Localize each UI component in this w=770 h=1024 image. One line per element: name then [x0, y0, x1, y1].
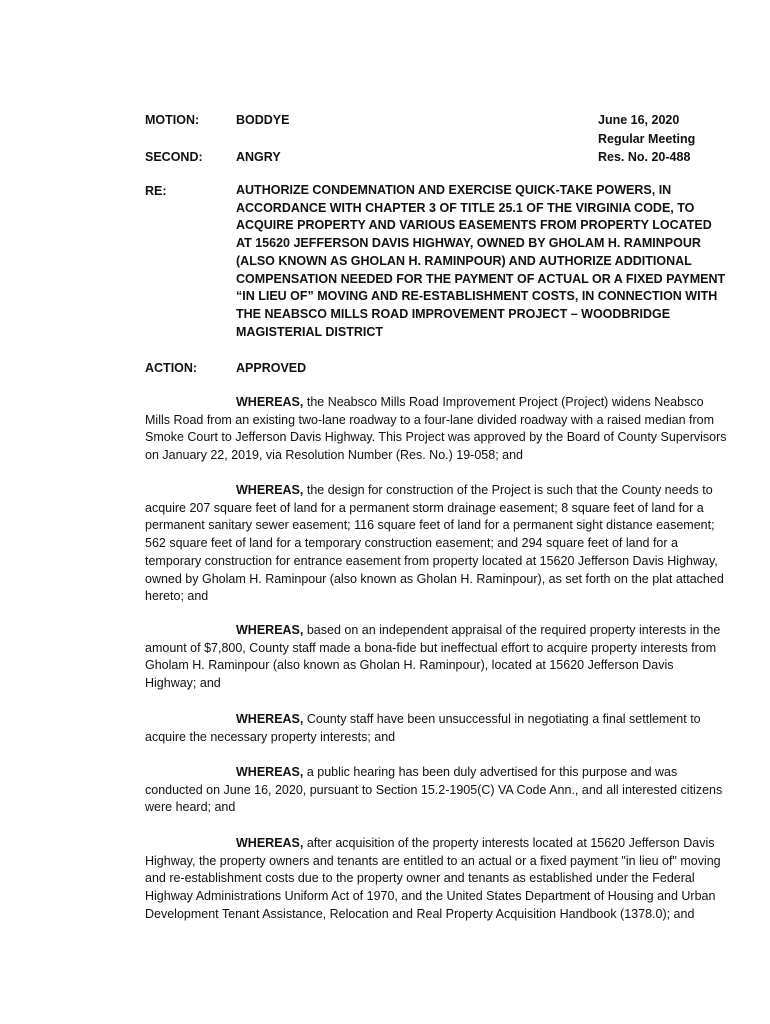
second-value: ANGRY — [236, 150, 281, 164]
whereas-paragraph — [145, 764, 728, 817]
whereas-lead: WHEREAS, — [236, 623, 304, 637]
paragraph-text: the Neabsco Mills Road Improvement Project (Project) widens Neabsco Mills Road from an existing two-lane roadway to a four-lane divided roadway with a raised median from Smoke Court to Jefferson Davis Highway. This Project was approved by the Board of County Supervisors on January 22, 2019, via Resolution Number (Res. No.) 19-058; and — [145, 395, 727, 463]
whereas-paragraph — [145, 394, 728, 465]
resolution-number: Res. No. 20-488 — [598, 150, 691, 164]
whereas-lead: WHEREAS, — [236, 836, 304, 850]
motion-label: MOTION: — [145, 113, 200, 127]
motion-value: BODDYE — [236, 113, 290, 127]
paragraph-text: based on an independent appraisal of the required property interests in the amount of $7,800, County staff made a bona-fide but ineffectual effort to acquire property interests from Gholam H. Raminpour (also known as Gholan H. Raminpour), located at 15620 Jefferson Davis Highway; and — [145, 623, 721, 691]
action-label: ACTION: — [145, 361, 198, 375]
whereas-lead: WHEREAS, — [236, 712, 304, 726]
second-label: SECOND: — [145, 150, 203, 164]
meeting-date: June 16, 2020 — [598, 113, 680, 127]
meeting-type: Regular Meeting — [598, 132, 696, 146]
paragraph-text: County staff have been unsuccessful in negotiating a final settlement to acquire the necessary property interests; and — [145, 712, 701, 744]
whereas-lead: WHEREAS, — [236, 765, 304, 779]
action-value: APPROVED — [236, 361, 307, 375]
re-subject: AUTHORIZE CONDEMNATION AND EXERCISE QUICK-TAKE POWERS, IN ACCORDANCE WITH CHAPTER 3 OF TITLE 25.1 OF THE VIRGINIA CODE, TO ACQUIRE PROPERTY AND VARIOUS EASEMENTS FROM PROPERTY LOCATED AT 15620 JEFFERSON DAVIS HIGHWAY, OWNED BY GHOLAM H. RAMINPOUR (ALSO KNOWN AS GHOLAN H. RAMINPOUR) AND AUTHORIZE ADDITIONAL COMPENSATION NEEDED FOR THE PAYMENT OF ACTUAL OR A FIXED PAYMENT “IN LIEU OF” MOVING AND RE-ESTABLISHMENT COSTS, IN CONNECTION WITH THE NEABSCO MILLS ROAD IMPROVEMENT PROJECT – WOODBRIDGE MAGISTERIAL DISTRICT — [236, 183, 726, 339]
paragraph-text: the design for construction of the Project is such that the County needs to acquire 207 square feet of land for a permanent storm drainage easement; 8 square feet of land for a permanent sanitary sewer easement; 116 square feet of land for a permanent sight distance easement; 562 square feet of land for a temporary construction easement; and 294 square feet of land for a temporary construction for entrance easement from property located at 15620 Jefferson Davis Highway, owned by Gholam H. Raminpour (also known as Gholan H. Raminpour), as set forth on the plat attached hereto; and — [145, 483, 724, 604]
whereas-paragraph — [145, 482, 728, 606]
paragraph-text: a public hearing has been duly advertised for this purpose and was conducted on June 16, 2020, pursuant to Section 15.2-1905(C) VA Code Ann., and all interested citizens were heard; and — [145, 765, 723, 815]
whereas-lead: WHEREAS, — [236, 395, 304, 409]
whereas-lead: WHEREAS, — [236, 483, 304, 497]
whereas-paragraph — [145, 711, 728, 746]
re-label: RE: — [145, 184, 167, 198]
whereas-paragraph — [145, 835, 728, 924]
whereas-paragraph — [145, 622, 728, 693]
paragraph-text: after acquisition of the property interests located at 15620 Jefferson Davis Highway, the property owners and tenants are entitled to an actual or a fixed payment "in lieu of" moving and re-establishment costs due to the property owner and tenants as established under the Federal Highway Administrations Uniform Act of 1970, and the United States Department of Housing and Urban Development Tenant Assistance, Relocation and Real Property Acquisition Handbook (1378.0); and — [145, 836, 721, 921]
